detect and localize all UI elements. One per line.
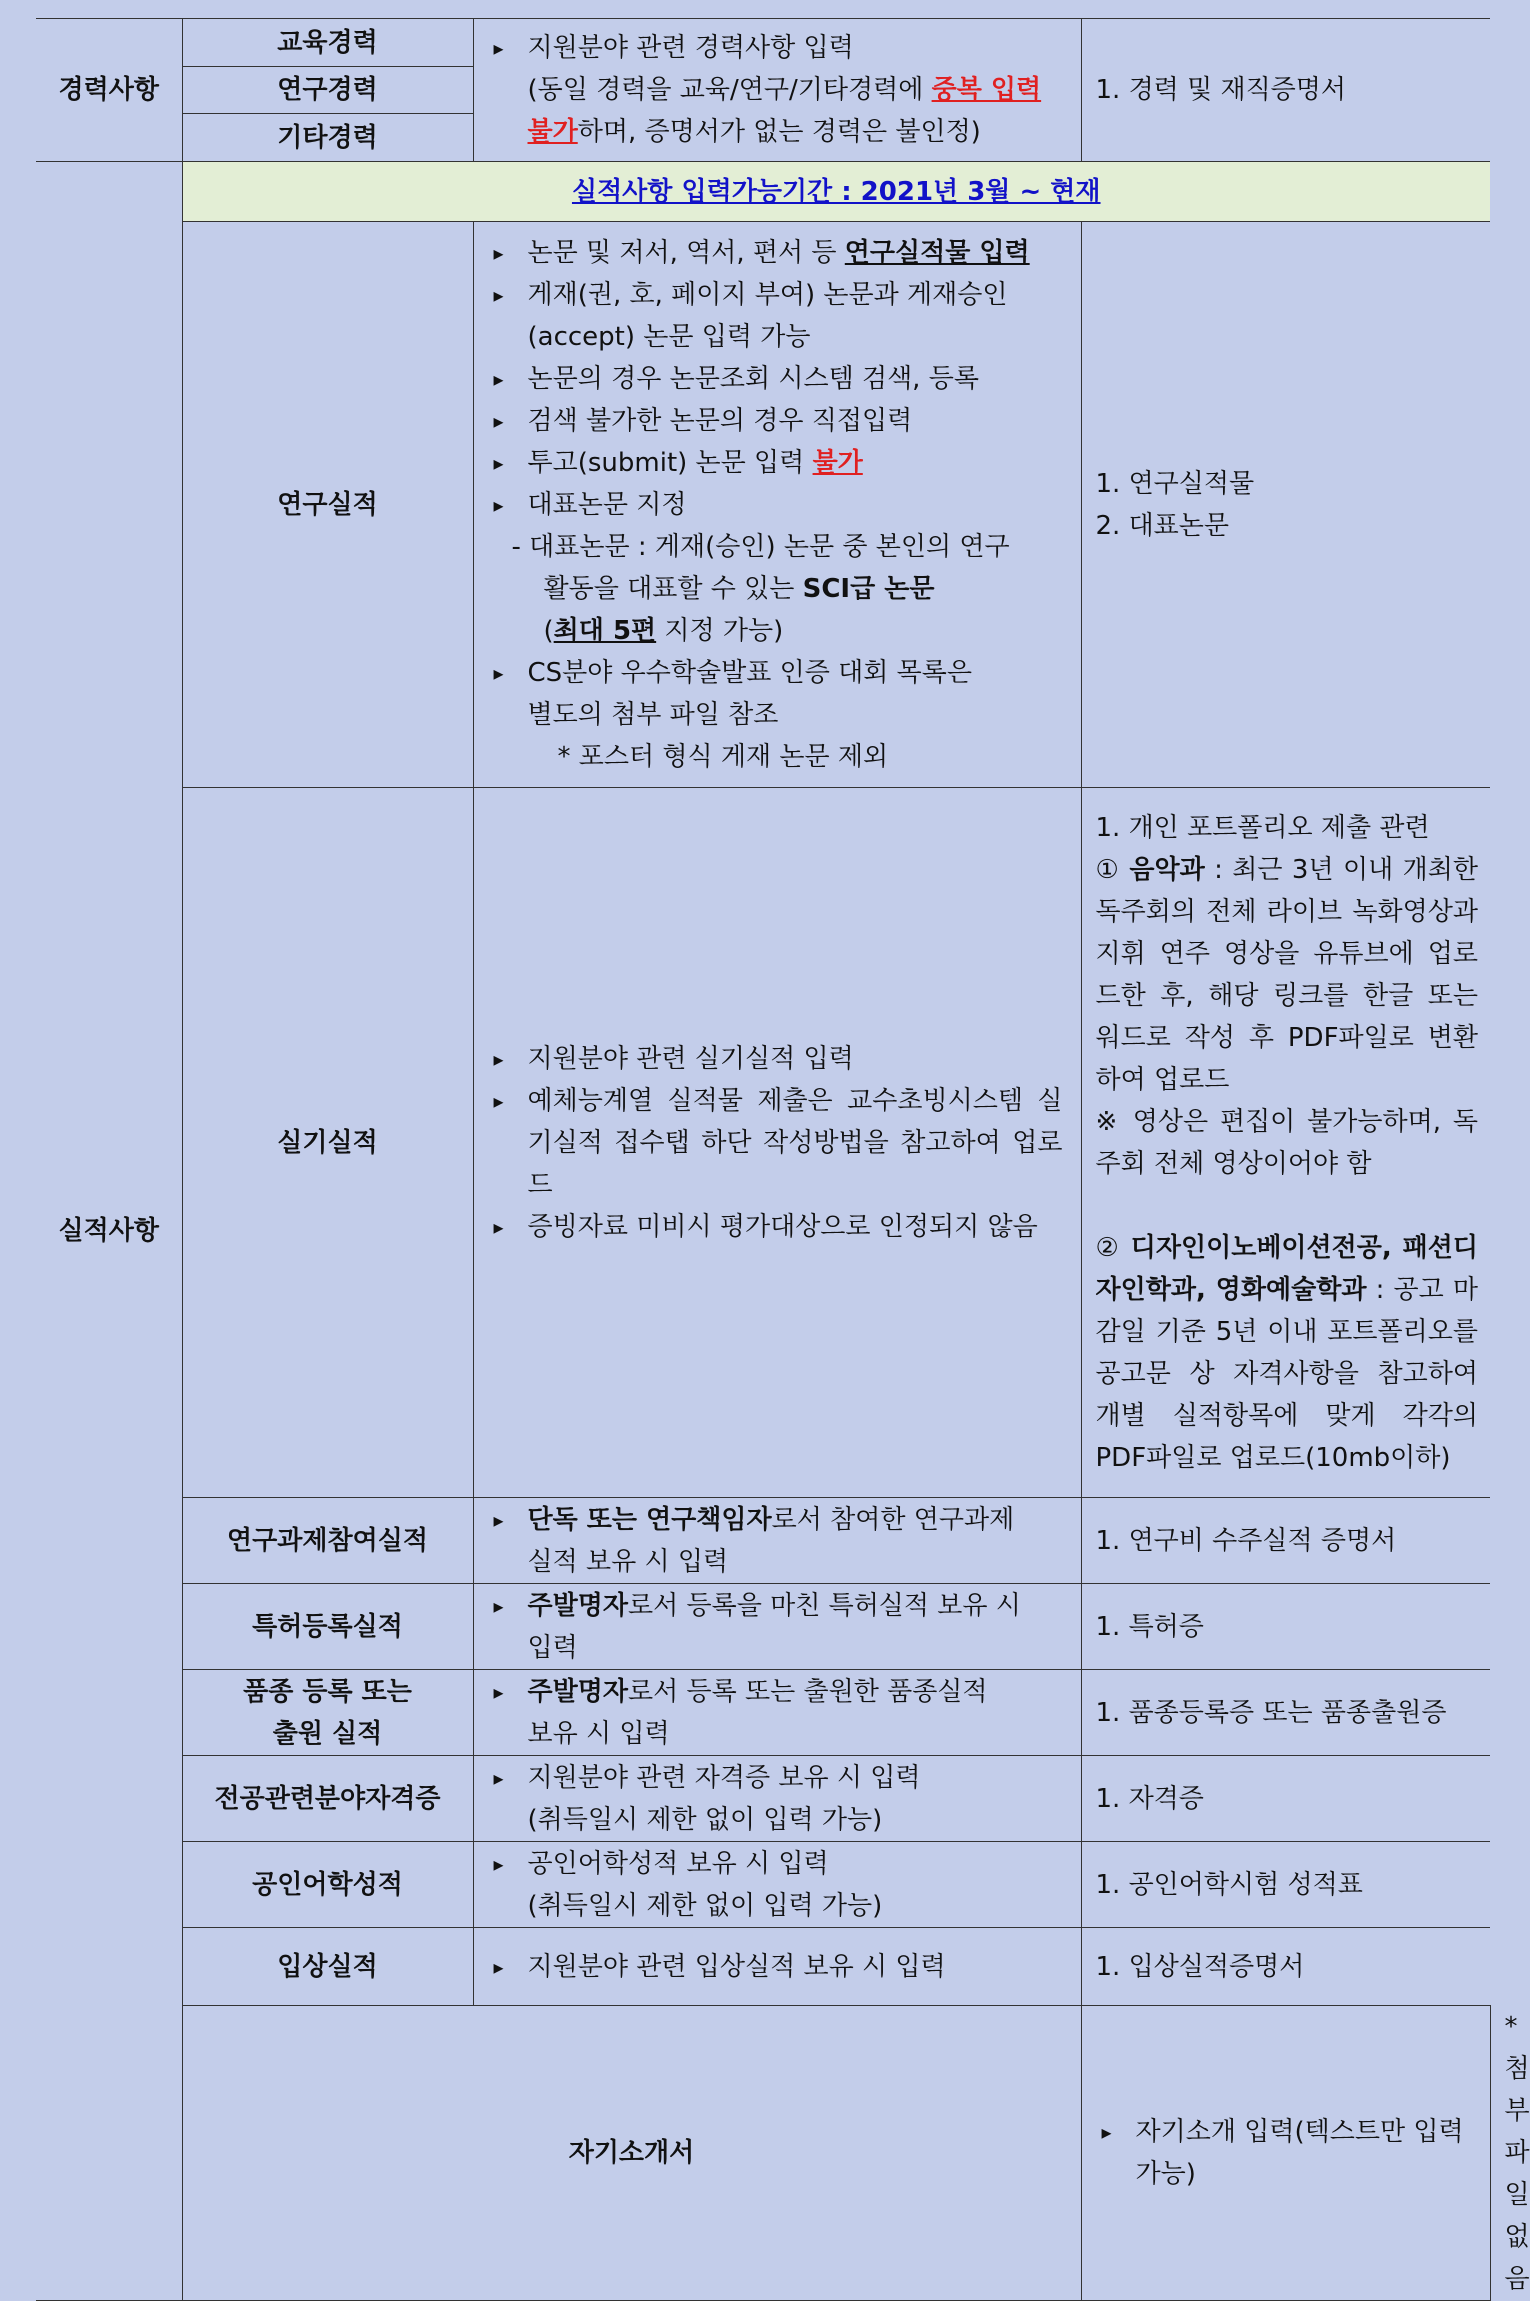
representative-paper-note: - 대표논문 : 게재(승인) 논문 중 본인의 연구 [511, 531, 1010, 562]
project-label: 연구과제참여실적 [182, 1498, 473, 1584]
list-item: ▸ 대표논문 지정 [494, 484, 1063, 526]
career-category: 경력사항 [36, 19, 182, 162]
not-allowed-warning: 불가 [527, 117, 578, 147]
intro-row: 자기소개서 ▸ 자기소개 입력(텍스트만 입력 가능) * 첨부파일 없음 [36, 2006, 1490, 2301]
language-row [36, 1842, 1490, 1928]
list-item: ▸ 게재(권, 호, 페이지 부여) 논문과 게재승인 (accept) 논문 입력 가능 [494, 274, 1063, 358]
application-guide-table [36, 18, 1530, 2301]
award-row [36, 1928, 1490, 2006]
list-item: ▸ 증빙자료 미비시 평가대상으로 인정되지 않음 [494, 1206, 1063, 1248]
language-documents: 1. 공인어학시험 성적표 [1081, 1842, 1490, 1928]
variety-label: 품종 등록 또는 출원 실적 [182, 1670, 473, 1756]
music-dept-note: ① 음악과 : 최근 3년 이내 개최한 독주회의 전체 라이브 녹화영상과 지휘 연주 영상을 유튜브에 업로드한 후, 해당 링크를 한글 또는 워드로 작성 후 PDF파일로 변환하여 업로드 [1095, 854, 1478, 1095]
license-row [36, 1756, 1490, 1842]
list-item: ▸ 지원분야 관련 실기실적 입력 [494, 1038, 1063, 1080]
research-row [36, 222, 1490, 788]
award-documents: 1. 입상실적증명서 [1081, 1928, 1490, 2006]
variety-row [36, 1670, 1490, 1756]
research-description [473, 222, 1081, 788]
practical-row [36, 788, 1490, 1498]
list-item: ▸ 자기소개 입력(텍스트만 입력 가능) [1102, 2111, 1472, 2195]
representative-paper-limit: (최대 5편 지정 가능) [543, 615, 784, 646]
research-label: 연구실적 [182, 222, 473, 788]
research-documents: 1. 연구실적물 2. 대표논문 [1081, 222, 1490, 788]
project-documents: 1. 연구비 수주실적 증명서 [1081, 1498, 1490, 1584]
period-row [36, 162, 1490, 222]
license-documents: 1. 자격증 [1081, 1756, 1490, 1842]
career-row-education [36, 19, 1490, 67]
achievements-category: 실적사항 [36, 162, 182, 2301]
project-row [36, 1498, 1490, 1584]
license-label: 전공관련분야자격증 [182, 1756, 473, 1842]
input-period-banner: 실적사항 입력가능기간 : 2021년 3월 ~ 현재 [182, 162, 1490, 222]
variety-documents: 1. 품종등록증 또는 품종출원증 [1081, 1670, 1490, 1756]
list-item: ▸ 논문 및 저서, 역서, 편서 등 연구실적물 입력 [494, 232, 1063, 274]
career-bullet: ▸ 지원분야 관련 경력사항 입력 (동일 경력을 교육/연구/기타경력에 중복 입력 불가하며, 증명서가 없는 경력은 불인정) [494, 27, 1063, 153]
list-item: ▸ 지원분야 관련 자격증 보유 시 입력 (취득일시 제한 없이 입력 가능) [494, 1757, 1063, 1841]
practical-description [473, 788, 1081, 1498]
list-item: ▸ 공인어학성적 보유 시 입력 (취득일시 제한 없이 입력 가능) [494, 1843, 1063, 1927]
award-label: 입상실적 [182, 1928, 473, 2006]
list-item: ▸ 주발명자로서 등록을 마친 특허실적 보유 시 입력 [494, 1585, 1063, 1669]
list-item: ▸ 투고(submit) 논문 입력 불가 [494, 442, 1063, 484]
patent-documents: 1. 특허증 [1081, 1584, 1490, 1670]
practical-label: 실기실적 [182, 788, 473, 1498]
research-career-label: 연구경력 [182, 67, 473, 114]
education-career-label: 교육경력 [182, 19, 473, 67]
language-label: 공인어학성적 [182, 1842, 473, 1928]
other-career-label: 기타경력 [182, 114, 473, 162]
poster-exclusion-note: * 포스터 형식 게재 논문 제외 [557, 741, 889, 772]
patent-row [36, 1584, 1490, 1670]
list-item: ▸ 지원분야 관련 입상실적 보유 시 입력 [494, 1946, 1063, 1988]
career-description [473, 19, 1081, 162]
intro-label: 자기소개서 [182, 2006, 1081, 2301]
duplicate-warning: 중복 입력 [931, 75, 1042, 105]
practical-documents: 1. 개인 포트폴리오 제출 관련 ① 음악과 : 최근 3년 이내 개최한 독주회의 전체 라이브 녹화영상과 지휘 연주 영상을 유튜브에 업로드한 후, 해당 링크를 한글 또는 워드로 작성 후 PDF파일로 변환하여 업로드 ※ 영상은 편집이 불가능하며, 독주회 전체 영상이어야 함 ② 디자인이노베이션전공, 패션디자인학과, 영화예술학과 : 공고 마감일 기준 5년 이내 포트폴리오를 공고문 상 자격사항을 참고하여 개별 실적항목에 맞게 각각의 PDF파일로 업로드(10mb이하) [1081, 788, 1490, 1498]
list-item: ▸ 단독 또는 연구책임자로서 참여한 연구과제 실적 보유 시 입력 [494, 1499, 1063, 1583]
list-item: ▸ 예체능계열 실적물 제출은 교수초빙시스템 실기실적 접수탭 하단 작성방법을 참고하여 업로드 [494, 1080, 1063, 1206]
representative-paper-note-cont: 활동을 대표할 수 있는 SCI급 논문 [543, 573, 935, 604]
career-documents: 1. 경력 및 재직증명서 [1081, 19, 1490, 162]
list-item: ▸ 논문의 경우 논문조회 시스템 검색, 등록 [494, 358, 1063, 400]
list-item: ▸ CS분야 우수학술발표 인증 대회 목록은 별도의 첨부 파일 참조 [494, 652, 1063, 736]
list-item: ▸ 주발명자로서 등록 또는 출원한 품종실적 보유 시 입력 [494, 1671, 1063, 1755]
design-dept-note: ② 디자인이노베이션전공, 패션디자인학과, 영화예술학과 : 공고 마감일 기준 5년 이내 포트폴리오를 공고문 상 자격사항을 참고하여 개별 실적항목에 맞게 각각의 PDF파일로 업로드(10mb이하) [1095, 1232, 1478, 1473]
patent-label: 특허등록실적 [182, 1584, 473, 1670]
list-item: ▸ 검색 불가한 논문의 경우 직접입력 [494, 400, 1063, 442]
